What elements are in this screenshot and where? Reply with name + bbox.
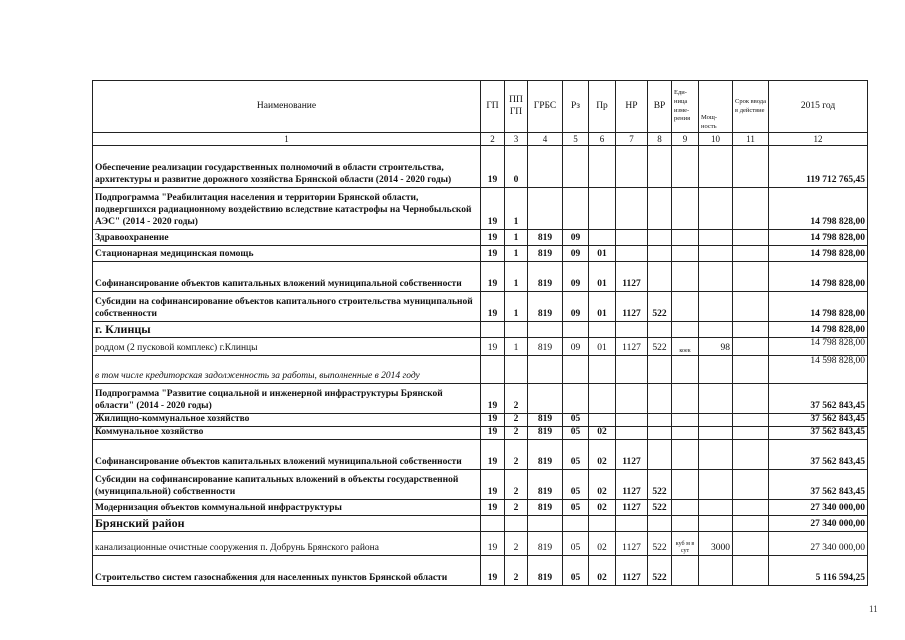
header-rz: Рз — [563, 81, 589, 133]
cell-vr — [648, 439, 672, 469]
cell-nr: 1127 — [616, 338, 648, 356]
cell-name: Строительство систем газоснабжения для населенных пунктов Брянской области — [93, 555, 481, 585]
cell-vr — [648, 262, 672, 292]
table-row — [93, 499, 868, 515]
cell-cap — [699, 515, 733, 531]
cell-ppgp: 1 — [505, 338, 528, 356]
cell-ppgp: 1 — [505, 262, 528, 292]
cell-gp: 19 — [481, 469, 505, 499]
cell-term — [733, 414, 769, 427]
cell-ppgp: 1 — [505, 188, 528, 230]
cell-grbs — [528, 384, 563, 414]
cell-amount: 27 340 000,00 — [769, 531, 868, 555]
cell-grbs: 819 — [528, 230, 563, 246]
cell-ppgp: 2 — [505, 499, 528, 515]
cell-term — [733, 384, 769, 414]
cell-pr — [589, 384, 616, 414]
cell-ppgp: 0 — [505, 146, 528, 188]
cell-cap — [699, 146, 733, 188]
cell-cap — [699, 262, 733, 292]
cell-pr — [589, 356, 616, 384]
cell-cap — [699, 426, 733, 439]
cell-term — [733, 146, 769, 188]
cell-nr — [616, 188, 648, 230]
cell-grbs: 819 — [528, 469, 563, 499]
cell-rz — [563, 515, 589, 531]
cell-nr — [616, 322, 648, 338]
cell-term — [733, 469, 769, 499]
cell-vr — [648, 322, 672, 338]
cell-ppgp — [505, 356, 528, 384]
cell-grbs: 819 — [528, 426, 563, 439]
cell-nr: 1127 — [616, 439, 648, 469]
cell-vr: 522 — [648, 292, 672, 322]
cell-amount: 37 562 843,45 — [769, 384, 868, 414]
table-row — [93, 338, 868, 356]
cell-grbs: 819 — [528, 262, 563, 292]
cell-nr: 1127 — [616, 469, 648, 499]
cell-name: Подпрограмма "Развитие социальной и инженерной инфраструктуры Брянской области" (2014 - 2020 годы) — [93, 384, 481, 414]
col-number: 10 — [699, 133, 733, 146]
header-gp: ГП — [481, 81, 505, 133]
cell-grbs: 819 — [528, 555, 563, 585]
cell-rz: 05 — [563, 426, 589, 439]
table-row — [93, 469, 868, 499]
cell-ppgp: 2 — [505, 414, 528, 427]
cell-rz: 05 — [563, 531, 589, 555]
cell-gp: 19 — [481, 499, 505, 515]
cell-unit: куб м в сут — [672, 531, 699, 555]
cell-gp: 19 — [481, 338, 505, 356]
cell-name: роддом (2 пусковой комплекс) г.Клинцы — [93, 338, 481, 356]
table-row — [93, 439, 868, 469]
cell-nr — [616, 384, 648, 414]
cell-amount: 27 340 000,00 — [769, 499, 868, 515]
cell-term — [733, 230, 769, 246]
cell-name: Брянский район — [93, 515, 481, 531]
cell-pr: 01 — [589, 246, 616, 262]
cell-term — [733, 262, 769, 292]
cell-vr — [648, 230, 672, 246]
cell-rz — [563, 146, 589, 188]
header-name: Наименование — [93, 81, 481, 133]
cell-name: Субсидии на софинансирование объектов капитального строительства муниципальной собственности — [93, 292, 481, 322]
cell-pr: 02 — [589, 555, 616, 585]
cell-grbs: 819 — [528, 292, 563, 322]
cell-amount: 37 562 843,45 — [769, 469, 868, 499]
cell-pr: 01 — [589, 262, 616, 292]
table-row — [93, 555, 868, 585]
cell-grbs — [528, 146, 563, 188]
cell-amount: 37 562 843,45 — [769, 414, 868, 427]
cell-amount: 14 798 828,00 — [769, 338, 868, 356]
cell-name: Софинансирование объектов капитальных вложений муниципальной собственности — [93, 439, 481, 469]
cell-cap — [699, 414, 733, 427]
cell-vr — [648, 146, 672, 188]
cell-cap — [699, 555, 733, 585]
cell-rz — [563, 356, 589, 384]
cell-unit — [672, 322, 699, 338]
cell-name: Модернизация объектов коммунальной инфраструктуры — [93, 499, 481, 515]
cell-rz: 09 — [563, 292, 589, 322]
cell-ppgp: 2 — [505, 531, 528, 555]
cell-cap — [699, 322, 733, 338]
cell-pr — [589, 515, 616, 531]
header-pr: Пр — [589, 81, 616, 133]
cell-ppgp: 2 — [505, 384, 528, 414]
cell-amount: 14 798 828,00 — [769, 292, 868, 322]
cell-pr: 01 — [589, 338, 616, 356]
cell-nr: 1127 — [616, 555, 648, 585]
cell-nr: 1127 — [616, 292, 648, 322]
cell-rz — [563, 384, 589, 414]
cell-unit — [672, 356, 699, 384]
col-number: 5 — [563, 133, 589, 146]
cell-ppgp: 2 — [505, 469, 528, 499]
cell-term — [733, 292, 769, 322]
cell-vr: 522 — [648, 499, 672, 515]
cell-grbs — [528, 515, 563, 531]
col-number: 6 — [589, 133, 616, 146]
cell-cap: 98 — [699, 338, 733, 356]
cell-name: канализационные очистные сооружения п. Добрунь Брянского района — [93, 531, 481, 555]
cell-nr: 1127 — [616, 531, 648, 555]
cell-gp: 19 — [481, 262, 505, 292]
cell-unit — [672, 515, 699, 531]
cell-amount: 119 712 765,45 — [769, 146, 868, 188]
cell-ppgp: 2 — [505, 426, 528, 439]
cell-term — [733, 356, 769, 384]
table-body — [93, 146, 868, 586]
header-nr: НР — [616, 81, 648, 133]
cell-nr: 1127 — [616, 499, 648, 515]
cell-amount: 14 798 828,00 — [769, 262, 868, 292]
cell-vr — [648, 515, 672, 531]
cell-rz: 05 — [563, 499, 589, 515]
cell-gp: 19 — [481, 531, 505, 555]
cell-pr: 02 — [589, 426, 616, 439]
cell-amount: 5 116 594,25 — [769, 555, 868, 585]
cell-pr — [589, 146, 616, 188]
cell-cap — [699, 499, 733, 515]
cell-cap: 3000 — [699, 531, 733, 555]
cell-amount: 27 340 000,00 — [769, 515, 868, 531]
cell-unit — [672, 414, 699, 427]
cell-unit — [672, 246, 699, 262]
cell-nr — [616, 515, 648, 531]
cell-gp: 19 — [481, 230, 505, 246]
col-number: 4 — [528, 133, 563, 146]
cell-nr — [616, 146, 648, 188]
cell-ppgp: 2 — [505, 555, 528, 585]
cell-rz: 05 — [563, 469, 589, 499]
cell-grbs: 819 — [528, 338, 563, 356]
cell-rz: 09 — [563, 246, 589, 262]
cell-term — [733, 439, 769, 469]
cell-vr — [648, 246, 672, 262]
cell-grbs — [528, 322, 563, 338]
cell-gp: 19 — [481, 414, 505, 427]
cell-unit — [672, 292, 699, 322]
cell-term — [733, 246, 769, 262]
cell-rz — [563, 322, 589, 338]
table-row — [93, 246, 868, 262]
cell-name: Стационарная медицинская помощь — [93, 246, 481, 262]
cell-ppgp: 2 — [505, 439, 528, 469]
cell-gp — [481, 322, 505, 338]
cell-pr — [589, 414, 616, 427]
cell-term — [733, 322, 769, 338]
cell-grbs — [528, 188, 563, 230]
cell-unit: коек — [672, 338, 699, 356]
table-row — [93, 515, 868, 531]
cell-cap — [699, 246, 733, 262]
cell-term — [733, 338, 769, 356]
cell-term — [733, 188, 769, 230]
cell-grbs — [528, 356, 563, 384]
cell-vr: 522 — [648, 555, 672, 585]
cell-rz: 05 — [563, 439, 589, 469]
cell-cap — [699, 230, 733, 246]
cell-name: Субсидии на софинансирование капитальных вложений в объекты государственной (муниципальной) собственности — [93, 469, 481, 499]
cell-name: Жилищно-коммунальное хозяйство — [93, 414, 481, 427]
column-numbers-row — [93, 133, 868, 146]
header-unit: Еди- ница изме- рения — [672, 81, 699, 133]
cell-unit — [672, 439, 699, 469]
header-capacity: Мощ- ность — [699, 81, 733, 133]
cell-vr: 522 — [648, 531, 672, 555]
cell-gp: 19 — [481, 188, 505, 230]
table-row — [93, 292, 868, 322]
col-number: 7 — [616, 133, 648, 146]
cell-unit — [672, 499, 699, 515]
header-ppgp: ПП ГП — [505, 81, 528, 133]
cell-amount: 37 562 843,45 — [769, 426, 868, 439]
cell-cap — [699, 469, 733, 499]
col-number: 8 — [648, 133, 672, 146]
cell-unit — [672, 146, 699, 188]
cell-cap — [699, 439, 733, 469]
cell-pr: 01 — [589, 292, 616, 322]
table-row — [93, 356, 868, 384]
cell-pr — [589, 230, 616, 246]
cell-vr — [648, 384, 672, 414]
cell-rz: 05 — [563, 414, 589, 427]
col-number: 1 — [93, 133, 481, 146]
col-number: 3 — [505, 133, 528, 146]
cell-ppgp — [505, 322, 528, 338]
cell-rz: 05 — [563, 555, 589, 585]
cell-pr: 02 — [589, 469, 616, 499]
cell-vr — [648, 188, 672, 230]
cell-pr: 02 — [589, 499, 616, 515]
cell-unit — [672, 469, 699, 499]
cell-cap — [699, 292, 733, 322]
col-number: 9 — [672, 133, 699, 146]
cell-amount: 14 798 828,00 — [769, 246, 868, 262]
table-row — [93, 531, 868, 555]
cell-term — [733, 555, 769, 585]
table-row — [93, 188, 868, 230]
cell-gp — [481, 356, 505, 384]
cell-unit — [672, 426, 699, 439]
col-number: 2 — [481, 133, 505, 146]
cell-ppgp: 1 — [505, 246, 528, 262]
cell-pr: 02 — [589, 531, 616, 555]
cell-term — [733, 426, 769, 439]
col-number: 11 — [733, 133, 769, 146]
cell-grbs: 819 — [528, 499, 563, 515]
cell-unit — [672, 230, 699, 246]
cell-gp: 19 — [481, 555, 505, 585]
header-grbs: ГРБС — [528, 81, 563, 133]
cell-vr — [648, 414, 672, 427]
cell-vr — [648, 356, 672, 384]
cell-name: Обеспечение реализации государственных полномочий в области строительства, архитектуры и развитие дорожного хозяйства Брянской области (2014 - 2020 годы) — [93, 146, 481, 188]
cell-rz: 09 — [563, 338, 589, 356]
cell-gp: 19 — [481, 439, 505, 469]
col-number: 12 — [769, 133, 868, 146]
cell-name: Здравоохранение — [93, 230, 481, 246]
cell-pr: 02 — [589, 439, 616, 469]
cell-nr: 1127 — [616, 262, 648, 292]
cell-grbs: 819 — [528, 531, 563, 555]
cell-nr — [616, 246, 648, 262]
cell-gp: 19 — [481, 384, 505, 414]
cell-gp — [481, 515, 505, 531]
cell-amount: 14 798 828,00 — [769, 322, 868, 338]
cell-gp: 19 — [481, 426, 505, 439]
cell-ppgp — [505, 515, 528, 531]
cell-ppgp: 1 — [505, 230, 528, 246]
cell-term — [733, 531, 769, 555]
header-row — [93, 81, 868, 133]
cell-nr — [616, 356, 648, 384]
cell-amount: 37 562 843,45 — [769, 439, 868, 469]
cell-grbs: 819 — [528, 414, 563, 427]
cell-vr — [648, 426, 672, 439]
cell-pr — [589, 188, 616, 230]
cell-nr — [616, 414, 648, 427]
cell-gp: 19 — [481, 146, 505, 188]
cell-term — [733, 499, 769, 515]
cell-cap — [699, 188, 733, 230]
cell-name: Подпрограмма "Реабилитация населения и территории Брянской области, подвергшихся радиационному воздействию вследствие катастрофы на Чернобыльской АЭС" (2014 - 2020 годы) — [93, 188, 481, 230]
cell-unit — [672, 555, 699, 585]
cell-rz — [563, 188, 589, 230]
cell-pr — [589, 322, 616, 338]
cell-gp: 19 — [481, 292, 505, 322]
cell-name: Коммунальное хозяйство — [93, 426, 481, 439]
cell-amount: 14 798 828,00 — [769, 188, 868, 230]
cell-unit — [672, 384, 699, 414]
cell-rz: 09 — [563, 262, 589, 292]
cell-unit — [672, 262, 699, 292]
cell-amount: 14 798 828,00 — [769, 230, 868, 246]
cell-vr: 522 — [648, 469, 672, 499]
cell-gp: 19 — [481, 246, 505, 262]
cell-vr: 522 — [648, 338, 672, 356]
cell-nr — [616, 426, 648, 439]
cell-cap — [699, 356, 733, 384]
cell-grbs: 819 — [528, 439, 563, 469]
budget-table — [92, 80, 868, 586]
cell-unit — [672, 188, 699, 230]
page-number: 11 — [869, 604, 878, 614]
cell-ppgp: 1 — [505, 292, 528, 322]
cell-name: г. Клинцы — [93, 322, 481, 338]
table-row — [93, 426, 868, 439]
header-vr: ВР — [648, 81, 672, 133]
cell-grbs: 819 — [528, 246, 563, 262]
table-row — [93, 230, 868, 246]
table-row — [93, 384, 868, 414]
header-year: 2015 год — [769, 81, 868, 133]
cell-name: Софинансирование объектов капитальных вложений муниципальной собственности — [93, 262, 481, 292]
cell-amount: 14 598 828,00 — [769, 356, 868, 384]
table-row — [93, 262, 868, 292]
cell-nr — [616, 230, 648, 246]
table-row — [93, 146, 868, 188]
cell-term — [733, 515, 769, 531]
cell-name: в том числе кредиторская задолженность за работы, выполненные в 2014 году — [93, 356, 481, 384]
table-row — [93, 414, 868, 427]
header-term: Срок ввода в действие — [733, 81, 769, 133]
cell-rz: 09 — [563, 230, 589, 246]
cell-cap — [699, 384, 733, 414]
table-row — [93, 322, 868, 338]
